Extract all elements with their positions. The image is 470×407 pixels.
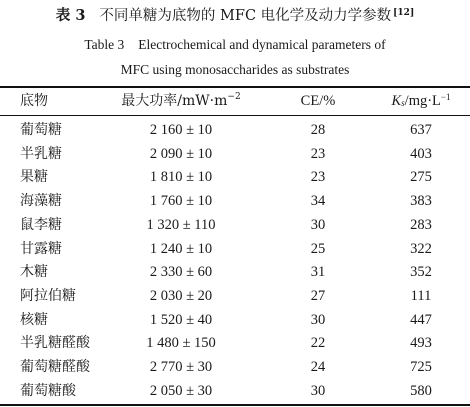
cell-max-power: 1 240 ± 10 bbox=[149, 241, 213, 257]
cell-ks: 637 bbox=[410, 122, 432, 138]
table-bottom-rule bbox=[0, 404, 470, 406]
cell-ks: 580 bbox=[410, 383, 432, 399]
cell-max-power: 2 090 ± 10 bbox=[149, 146, 213, 162]
cell-ce: 23 bbox=[310, 146, 326, 162]
table-label-en: Table 3 bbox=[84, 37, 125, 52]
header-ks-exponent: −1 bbox=[440, 92, 451, 102]
header-max-power-exponent: −2 bbox=[227, 92, 241, 102]
cell-ce: 28 bbox=[310, 122, 326, 138]
header-max-power-text: 最大功率/mW·m bbox=[121, 93, 228, 109]
header-ks-unit: /mg·L bbox=[404, 93, 441, 109]
cell-max-power: 2 160 ± 10 bbox=[149, 122, 213, 138]
cell-ks: 383 bbox=[410, 193, 432, 209]
cell-max-power: 2 770 ± 30 bbox=[149, 359, 213, 375]
table-caption-en-line2: MFC using monosaccharides as substrates bbox=[120, 62, 350, 77]
cell-substrate: 海藻糖 bbox=[20, 193, 62, 209]
table-caption-en-line1: Electrochemical and dynamical parameters of bbox=[138, 37, 386, 52]
cell-max-power: 1 320 ± 110 bbox=[146, 217, 216, 233]
header-ks-symbol: K bbox=[391, 93, 402, 109]
cell-ks: 283 bbox=[410, 217, 432, 233]
cell-ce: 27 bbox=[310, 288, 326, 304]
cell-ks: 111 bbox=[410, 288, 432, 304]
cell-substrate: 果糖 bbox=[20, 169, 48, 185]
cell-ks: 725 bbox=[410, 359, 432, 375]
cell-ks: 275 bbox=[410, 169, 432, 185]
cell-ce: 34 bbox=[310, 193, 326, 209]
cell-ce: 25 bbox=[310, 241, 326, 257]
cell-substrate: 葡萄糖 bbox=[20, 122, 62, 138]
cell-substrate: 甘露糖 bbox=[20, 241, 62, 257]
cell-max-power: 2 030 ± 20 bbox=[149, 288, 213, 304]
cell-substrate: 半乳糖 bbox=[20, 146, 62, 162]
cell-ce: 23 bbox=[310, 169, 326, 185]
cell-ce: 31 bbox=[310, 264, 326, 280]
cell-ce: 22 bbox=[310, 335, 326, 351]
reference-mark: [12] bbox=[393, 8, 415, 18]
cell-ce: 24 bbox=[310, 359, 326, 375]
cell-substrate: 鼠李糖 bbox=[20, 217, 62, 233]
cell-substrate: 葡萄糖酸 bbox=[20, 383, 76, 399]
cell-substrate: 木糖 bbox=[20, 264, 48, 280]
cell-substrate: 阿拉伯糖 bbox=[20, 288, 76, 304]
cell-ce: 30 bbox=[310, 383, 326, 399]
cell-ce: 30 bbox=[310, 312, 326, 328]
cell-substrate: 半乳糖醛酸 bbox=[20, 335, 90, 351]
cell-ks: 322 bbox=[410, 241, 432, 257]
cell-max-power: 1 520 ± 40 bbox=[149, 312, 213, 328]
cell-max-power: 2 330 ± 60 bbox=[149, 264, 213, 280]
cell-ks: 447 bbox=[410, 312, 432, 328]
cell-ce: 30 bbox=[310, 217, 326, 233]
cell-max-power: 1 760 ± 10 bbox=[149, 193, 213, 209]
header-substrate: 底物 bbox=[20, 93, 48, 109]
table-caption-zh: 不同单糖为底物的 MFC 电化学及动力学参数 bbox=[99, 8, 392, 24]
cell-ks: 493 bbox=[410, 335, 432, 351]
cell-ks: 403 bbox=[410, 146, 432, 162]
cell-substrate: 葡萄糖醛酸 bbox=[20, 359, 90, 375]
table-label-zh: 表 3 bbox=[55, 7, 86, 24]
cell-max-power: 1 810 ± 10 bbox=[149, 169, 213, 185]
cell-substrate: 核糖 bbox=[20, 312, 48, 328]
header-ks-subscript: s bbox=[401, 98, 405, 108]
cell-max-power: 2 050 ± 30 bbox=[149, 383, 213, 399]
header-ce: CE/% bbox=[300, 93, 336, 109]
cell-ks: 352 bbox=[410, 264, 432, 280]
cell-max-power: 1 480 ± 150 bbox=[146, 335, 216, 351]
